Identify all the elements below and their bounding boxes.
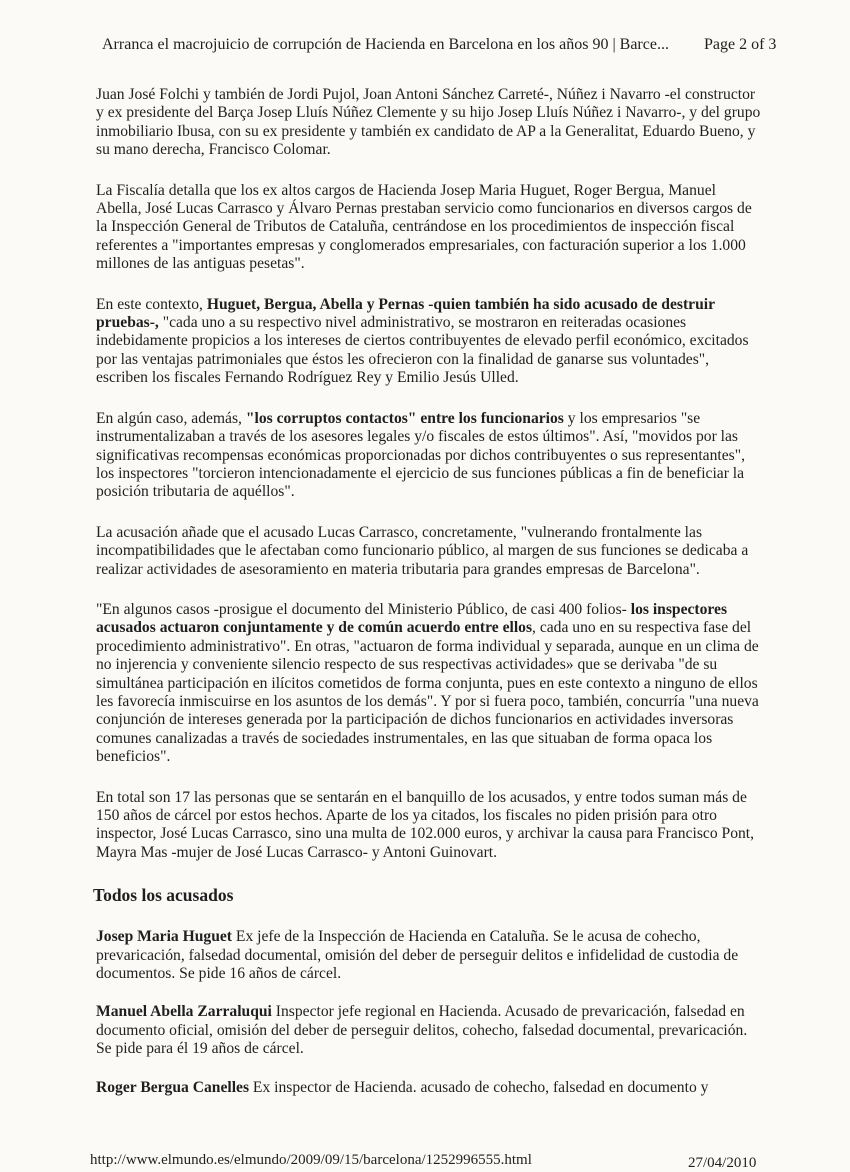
print-date: 27/04/2010: [688, 1155, 757, 1171]
paragraph-text: "En algunos casos -prosigue el documento del Ministerio Público, de casi 400 folios-: [96, 600, 631, 618]
paragraph-text: En algún caso, además,: [96, 409, 246, 427]
print-footer: [90, 1151, 790, 1169]
accused-entry: [96, 928, 764, 983]
page-number: Page 2 of 3: [704, 36, 777, 53]
paragraph-1: Juan José Folchi y también de Jordi Pujol, Joan Antoni Sánchez Carreté-, Núñez i Navarro -el constructor y ex presidente del Barça Josep Lluís Núñez Clemente y su hijo Josep Lluís Núñez i Navarro-, y del grupo inmobiliario Ibusa, con su ex presidente y también ex candidato de AP a la Generalitat, Eduardo Bueno, y su mano derecha, Francisco Colomar.: [96, 86, 761, 159]
paragraph-2: La Fiscalía detalla que los ex altos cargos de Hacienda Josep Maria Huguet, Roger Bergua, Manuel Abella, José Lucas Carrasco y Álvaro Pernas prestaban servicio como funcionarios en diversos cargos de la Inspección General de Tributos de Cataluña, centrándose en los procedimientos de inspección fiscal referentes a "importantes empresas y conglomerados empresariales, con facturación superior a los 1.000 millones de las antiguas pesetas".: [96, 181, 752, 273]
accused-name: Roger Bergua Canelles: [96, 1078, 250, 1096]
accused-description: Inspector jefe regional en Hacienda. Acusado de prevaricación, falsedad en documento oficial, omisión del deber de perseguir delitos, cohecho, falsedad documental, prevaricación. Se pide para él 19 años de cárcel.: [96, 1003, 748, 1058]
accused-entry: [96, 1003, 764, 1058]
accused-description: Ex jefe de la Inspección de Hacienda en Cataluña. Se le acusa de cohecho, prevaricación, falsedad documental, omisión del deber de perseguir delitos e infidelidad de custodia de documentos. Se pide 16 años de cárcel.: [96, 928, 739, 983]
header-title: Arranca el macrojuicio de corrupción de Hacienda en Barcelona en los años 90 | Barce...: [102, 36, 669, 53]
accused-name: Manuel Abella Zarraluqui: [96, 1003, 272, 1021]
paragraph-4: [96, 410, 764, 502]
bold-text: "los corruptos contactos" entre los funcionarios: [245, 409, 564, 427]
paragraph-6: [96, 601, 764, 767]
paragraph-text: "cada uno a su respectivo nivel administrativo, se mostraron en reiteradas ocasiones indebidamente propicios a los intereses de ciertos contribuyentes de elevado perfil económico, excitados por las ventajas patrimoniales que éstos les ofrecieron con la finalidad de ganarse sus voluntades", escriben los fiscales Fernando Rodríguez Rey y Emilio Jesús Ulled.: [96, 314, 749, 387]
article-body: [93, 86, 764, 1117]
accused-entry: [96, 1079, 764, 1097]
paragraph-5: La acusación añade que el acusado Lucas Carrasco, concretamente, "vulnerando frontalmente las incompatibilidades que le afectaban como funcionario público, al margen de sus funciones se dedicaba a realizar actividades de asesoramiento en materia tributaria para grandes empresas de Barcelona".: [96, 523, 749, 578]
bold-text: Huguet, Bergua, Abella y Pernas -quien también ha sido acusado de destruir pruebas-,: [96, 295, 715, 332]
paragraph-7: En total son 17 las personas que se sentarán en el banquillo de los acusados, y entre todos suman más de 150 años de cárcel por estos hechos. Aparte de los ya citados, los fiscales no piden prisión para otro inspector, José Lucas Carrasco, sino una multa de 102.000 euros, y archivar la causa para Francisco Pont, Mayra Mas -mujer de José Lucas Carrasco- y Antoni Guinovart.: [96, 788, 755, 861]
accused-name: Josep Maria Huguet: [96, 928, 233, 946]
paragraph-3: [96, 296, 764, 388]
section-title: Todos los acusados: [93, 885, 234, 906]
source-url: http://www.elmundo.es/elmundo/2009/09/15/barcelona/1252996555.html: [90, 1152, 532, 1168]
print-header: [102, 35, 792, 55]
accused-description: Ex inspector de Hacienda. acusado de cohecho, falsedad en documento y: [249, 1078, 709, 1096]
bold-text: los inspectores acusados actuaron conjuntamente y de común acuerdo entre ellos: [96, 600, 728, 637]
paragraph-text: y los empresarios "se instrumentalizaban a través de los asesores legales y/o fiscales de estos últimos". Así, "movidos por las significativas recompensas económicas proporcionadas por dichos contribuyentes o sus representantes", los inspectores "torcieron intencionadamente el ejercicio de sus funciones públicas a fin de beneficiar la posición tributaria de aquéllos".: [96, 409, 745, 501]
paragraph-text: , cada uno en su respectiva fase del procedimiento administrativo". En otras, "actuaron de forma individual y separada, aunque en un clima de no injerencia y conveniente silencio respecto de sus respectivas actividades» que se derivaba "de su simultánea participación en ilícitos cometidos de forma conjunta, pues en este contexto a ninguno de ellos les favorecía inmiscuirse en los asuntos de los demás". Y por si fuera poco, también, concurría "una nueva conjunción de intereses generada por la participación de dichos funcionarios en actividades inversoras comunes canalizadas a través de sociedades instrumentales, en las que situaban de forma opaca los beneficios".: [96, 619, 759, 766]
paragraph-text: En este contexto,: [96, 295, 207, 313]
